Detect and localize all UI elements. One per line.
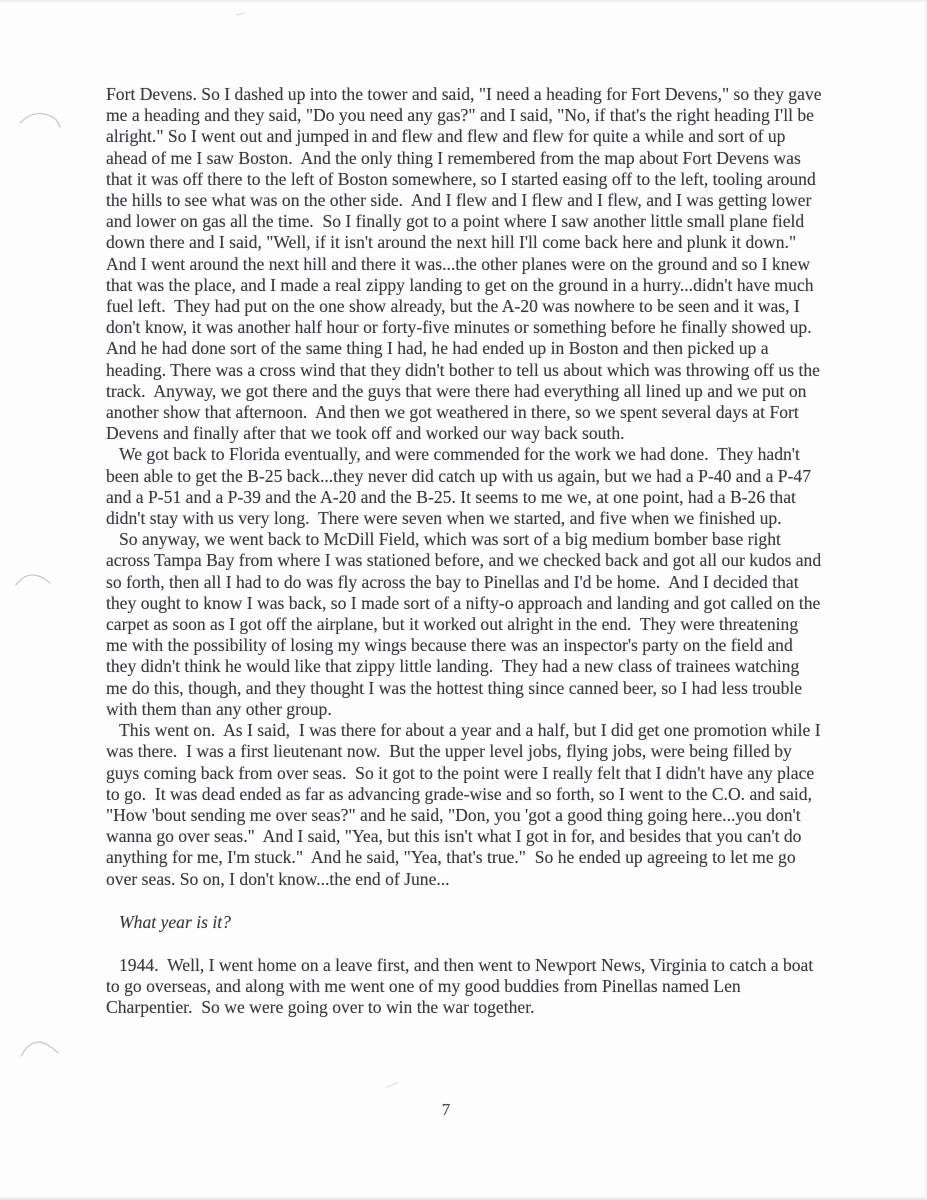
page-number: 7	[441, 1100, 451, 1119]
body-paragraph-1944-newport-news: 1944. Well, I went home on a leave first, and then went to Newport News, Virginia to catch a boat to go overseas, and along with me went one of my good buddies from Pinellas named Len Charpentier. So we were going over to win the war together.	[106, 954, 818, 1018]
scan-smudge	[236, 12, 245, 16]
interviewer-question: What year is it?	[119, 911, 231, 932]
margin-pen-arc-icon	[14, 562, 56, 592]
scan-edge-bottom	[0, 1196, 927, 1200]
scan-edge-top	[0, 0, 927, 3]
transcript-text-block	[106, 84, 826, 1019]
body-paragraph-fort-devens: Fort Devens. So I dashed up into the tower and said, "I need a heading for Fort Devens," so they gave me a heading and they said, "Do you need any gas?" and I said, "No, if that's the right heading I'll be alright." So I went out and jumped in and flew and flew and flew for quite a while and sort of up ahead of me I saw Boston. And the only thing I remembered from the map about Fort Devens was that it was off there to the left of Boston somewhere, so I started easing off to the left, tooling around the hills to see what was on the other side. And I flew and I flew and I flew, and I was getting lower and lower on gas all the time. So I finally got to a point where I saw another little small plane field down there and I said, "Well, if it isn't around the next hill I'll come back here and plunk it down." And I went around the next hill and there it was...the other planes were on the ground and so I knew that was the place, and I made a real zippy landing to get on the ground in a hurry...didn't have much fuel left. They had put on the one show already, but the A-20 was nowhere to be seen and it was, I don't know, it was another half hour or forty-five minutes or something before he finally showed up. And he had done sort of the same thing I had, he had ended up in Boston and then picked up a heading. There was a cross wind that they didn't bother to tell us about which was throwing off us the track. Anyway, we got there and the guys that were there had everything all lined up and we put on another show that afternoon. And then we got weathered in there, so we spent several days at Fort Devens and finally after that we took off and worked our way back south.	[106, 84, 826, 444]
body-paragraph-back-to-florida: We got back to Florida eventually, and were commended for the work we had done. They hadn't been able to get the B-25 back...they never did catch up with us again, but we had a P-40 and a P-47 and a P-51 and a P-39 and the A-20 and the B-25. It seems to me we, at one point, had a B-26 that didn't stay with us very long. There were seven when we started, and five when we finished up.	[106, 444, 816, 529]
margin-pen-arc-icon	[18, 104, 64, 132]
scan-smudge	[385, 1081, 399, 1088]
margin-pen-arc-icon	[18, 1028, 62, 1062]
body-paragraph-mcdill-field: So anyway, we went back to McDill Field, which was sort of a big medium bomber base right across Tampa Bay from where I was stationed before, and we checked back and got all our kudos and so forth, then all I had to do was fly across the bay to Pinellas and I'd be home. And I decided that they ought to know I was back, so I made sort of a nifty-o approach and landing and got called on the carpet as soon as I got off the airplane, but it worked out alright in the end. They were threatening me with the possibility of losing my wings because there was an inspector's party on the field and they didn't think he would like that zippy little landing. They had a new class of trainees watching me do this, though, and they thought I was the hottest thing since canned beer, so I had less trouble with them than any other group.	[106, 529, 826, 719]
body-paragraph-promotion-overseas: This went on. As I said, I was there for about a year and a half, but I did get one promotion while I was there. I was a first lieutenant now. But the upper level jobs, flying jobs, were being filled by guys coming back from over seas. So it got to the point were I really felt that I didn't have any place to go. It was dead ended as far as advancing grade-wise and so forth, so I went to the C.O. and said, "How 'bout sending me over seas?" and he said, "Don, you 'got a good thing going here...you don't wanna go over seas." And I said, "Yea, but this isn't what I got in for, and besides that you can't do anything for me, I'm stuck." And he said, "Yea, that's true." So he ended up agreeing to let me go over seas. So on, I don't know...the end of June...	[106, 720, 826, 889]
